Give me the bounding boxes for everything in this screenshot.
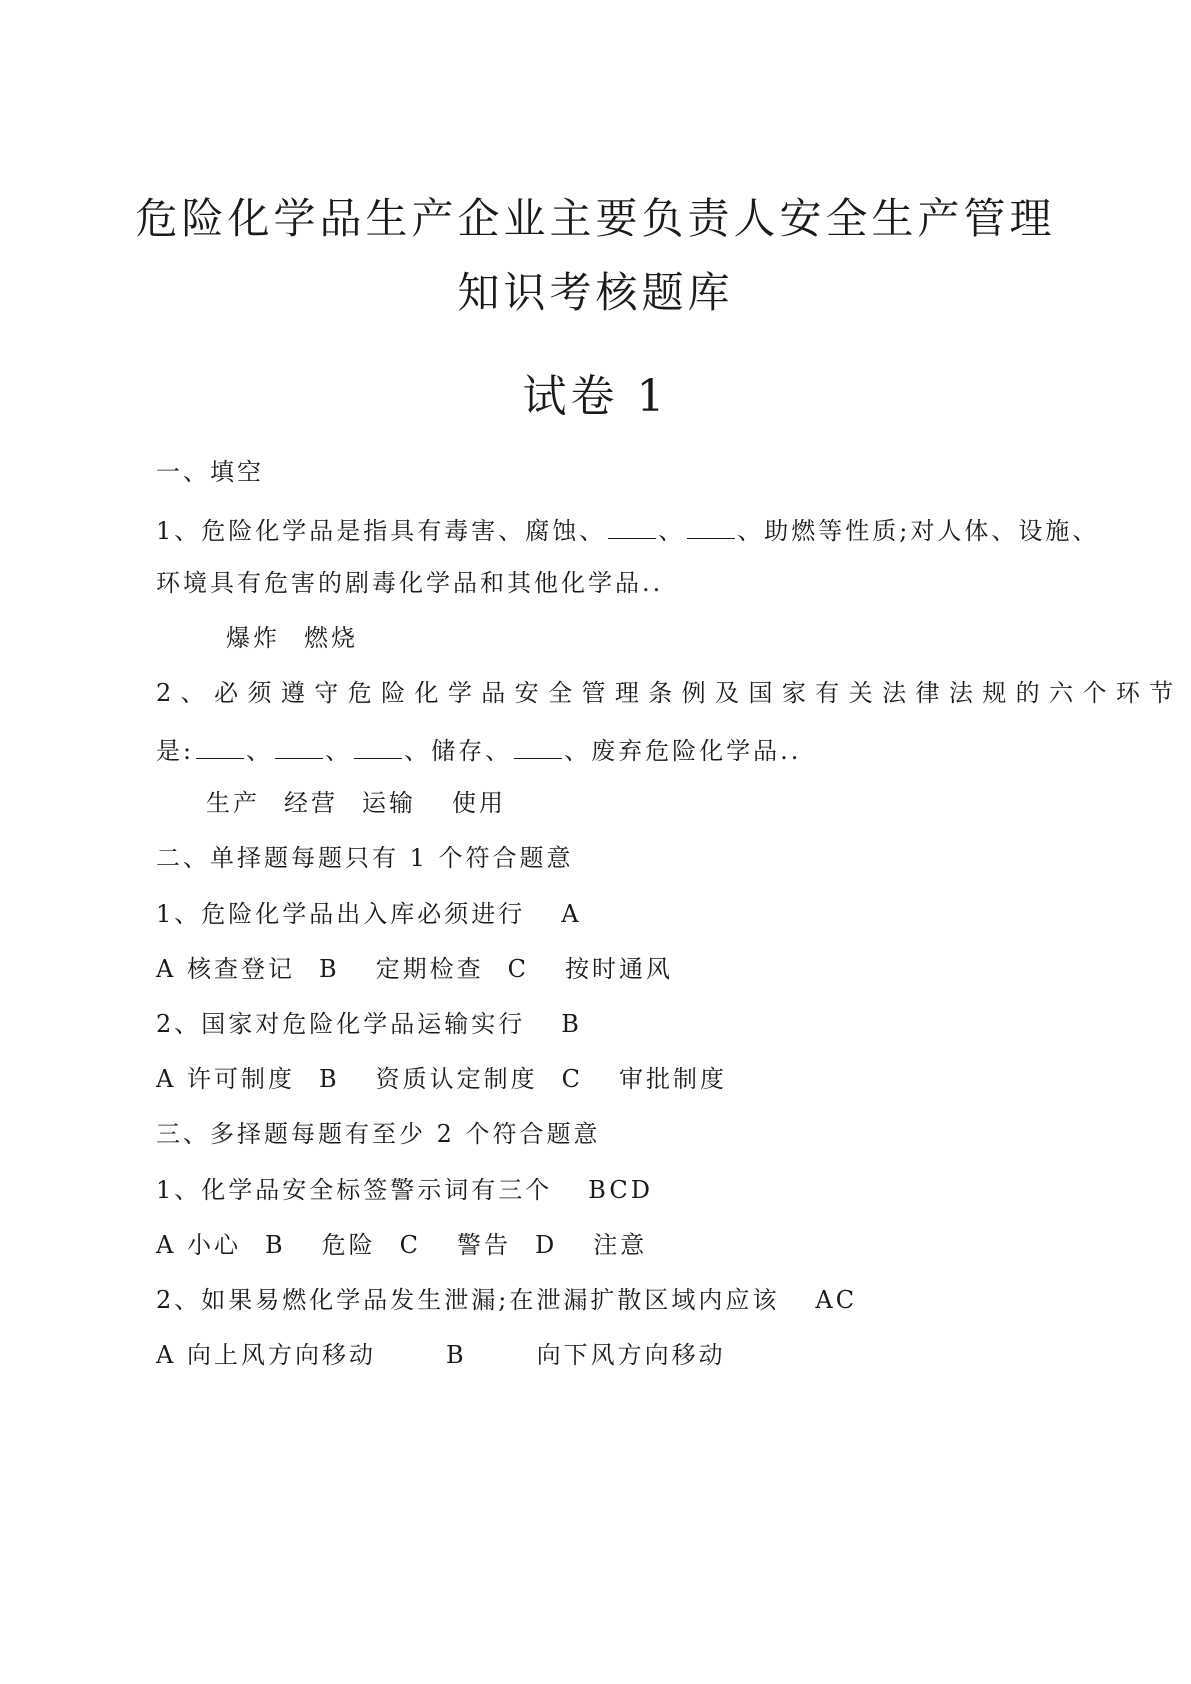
option-c: 警告 — [456, 1231, 511, 1259]
question-1-2-answer — [206, 791, 506, 815]
answer-blank — [354, 736, 402, 759]
option-letter: C — [561, 1065, 583, 1093]
question-2-2 — [156, 1012, 582, 1036]
option-letter: D — [534, 1231, 558, 1259]
paper-number-title: 试卷 1 — [522, 371, 669, 422]
section3-heading: 三、多择题每题有至少 2 个符合题意 — [156, 1120, 601, 1148]
question-text: 2、国家对危险化学品运输实行 — [156, 1010, 526, 1038]
question-1-1-answer — [226, 626, 358, 650]
answer-text: 使用 — [452, 789, 506, 817]
option-b: 定期检查 — [375, 955, 484, 983]
separator: 、 — [658, 517, 686, 545]
answer-key: B — [561, 1010, 582, 1038]
option-a: A 核查登记 — [156, 955, 295, 983]
option-b: 向下风方向移动 — [536, 1341, 726, 1369]
option-c: 按时通风 — [564, 955, 673, 983]
question-text: 2、如果易燃化学品发生泄漏;在泄漏扩散区域内应该 — [156, 1286, 780, 1314]
question-1-2-line1: 2、必须遵守危险化学品安全管理条例及国家有关法律法规的六个环节 — [156, 679, 1183, 707]
answer-blank — [514, 736, 562, 759]
question-text: 、助燃等性质;对人体、设施、 — [737, 517, 1100, 545]
question-1-1-line1 — [156, 516, 1099, 543]
option-b: 资质认定制度 — [375, 1065, 538, 1093]
question-2-1 — [156, 902, 582, 926]
option-a: A 许可制度 — [156, 1065, 295, 1093]
section1-heading: 一、填空 — [156, 458, 264, 486]
document-title-line2: 知识考核题库 — [457, 268, 734, 317]
answer-blank — [275, 736, 323, 759]
answer-key: BCD — [588, 1176, 653, 1204]
question-text: 1、危险化学品出入库必须进行 — [156, 900, 526, 928]
option-letter: C — [507, 955, 529, 983]
option-d: 注意 — [593, 1231, 648, 1259]
question-1-1-line2: 环境具有危害的剧毒化学品和其他化学品.. — [156, 569, 664, 597]
answer-text: 经营 — [284, 789, 338, 817]
question-text: 1、危险化学品是指具有毒害、腐蚀、 — [156, 517, 607, 545]
document-title-line1: 危险化学品生产企业主要负责人安全生产管理 — [135, 194, 1056, 243]
answer-text: 生产 — [206, 789, 260, 817]
option-c: 审批制度 — [618, 1065, 727, 1093]
question-text: 是: — [156, 737, 195, 765]
option-letter: B — [318, 1065, 340, 1093]
option-letter: B — [318, 955, 340, 983]
question-3-1-options — [156, 1233, 647, 1257]
answer-key: A — [561, 900, 582, 928]
separator: 、 — [325, 737, 353, 765]
option-a: A 向上风方向移动 — [156, 1341, 376, 1369]
question-2-2-options — [156, 1067, 727, 1091]
question-1-2-line2 — [156, 736, 801, 763]
question-3-1 — [156, 1178, 653, 1202]
question-text: 、储存、 — [404, 737, 513, 765]
question-3-2-options — [156, 1343, 726, 1367]
option-letter: B — [264, 1231, 286, 1259]
question-2-1-options — [156, 957, 673, 981]
option-b: 危险 — [321, 1231, 376, 1259]
separator: 、 — [246, 737, 274, 765]
option-letter: C — [399, 1231, 421, 1259]
question-text: 1、化学品安全标签警示词有三个 — [156, 1176, 553, 1204]
question-text: 、废弃危险化学品.. — [564, 737, 802, 765]
option-letter: B — [445, 1341, 467, 1369]
answer-text: 爆炸 — [226, 624, 280, 652]
section2-heading: 二、单择题每题只有 1 个符合题意 — [156, 844, 574, 872]
answer-text: 燃烧 — [304, 624, 358, 652]
answer-blank — [687, 516, 735, 539]
question-3-2 — [156, 1288, 857, 1312]
answer-blank — [196, 736, 244, 759]
answer-text: 运输 — [362, 789, 416, 817]
answer-blank — [608, 516, 656, 539]
option-a: A 小心 — [156, 1231, 241, 1259]
answer-key: AC — [815, 1286, 858, 1314]
